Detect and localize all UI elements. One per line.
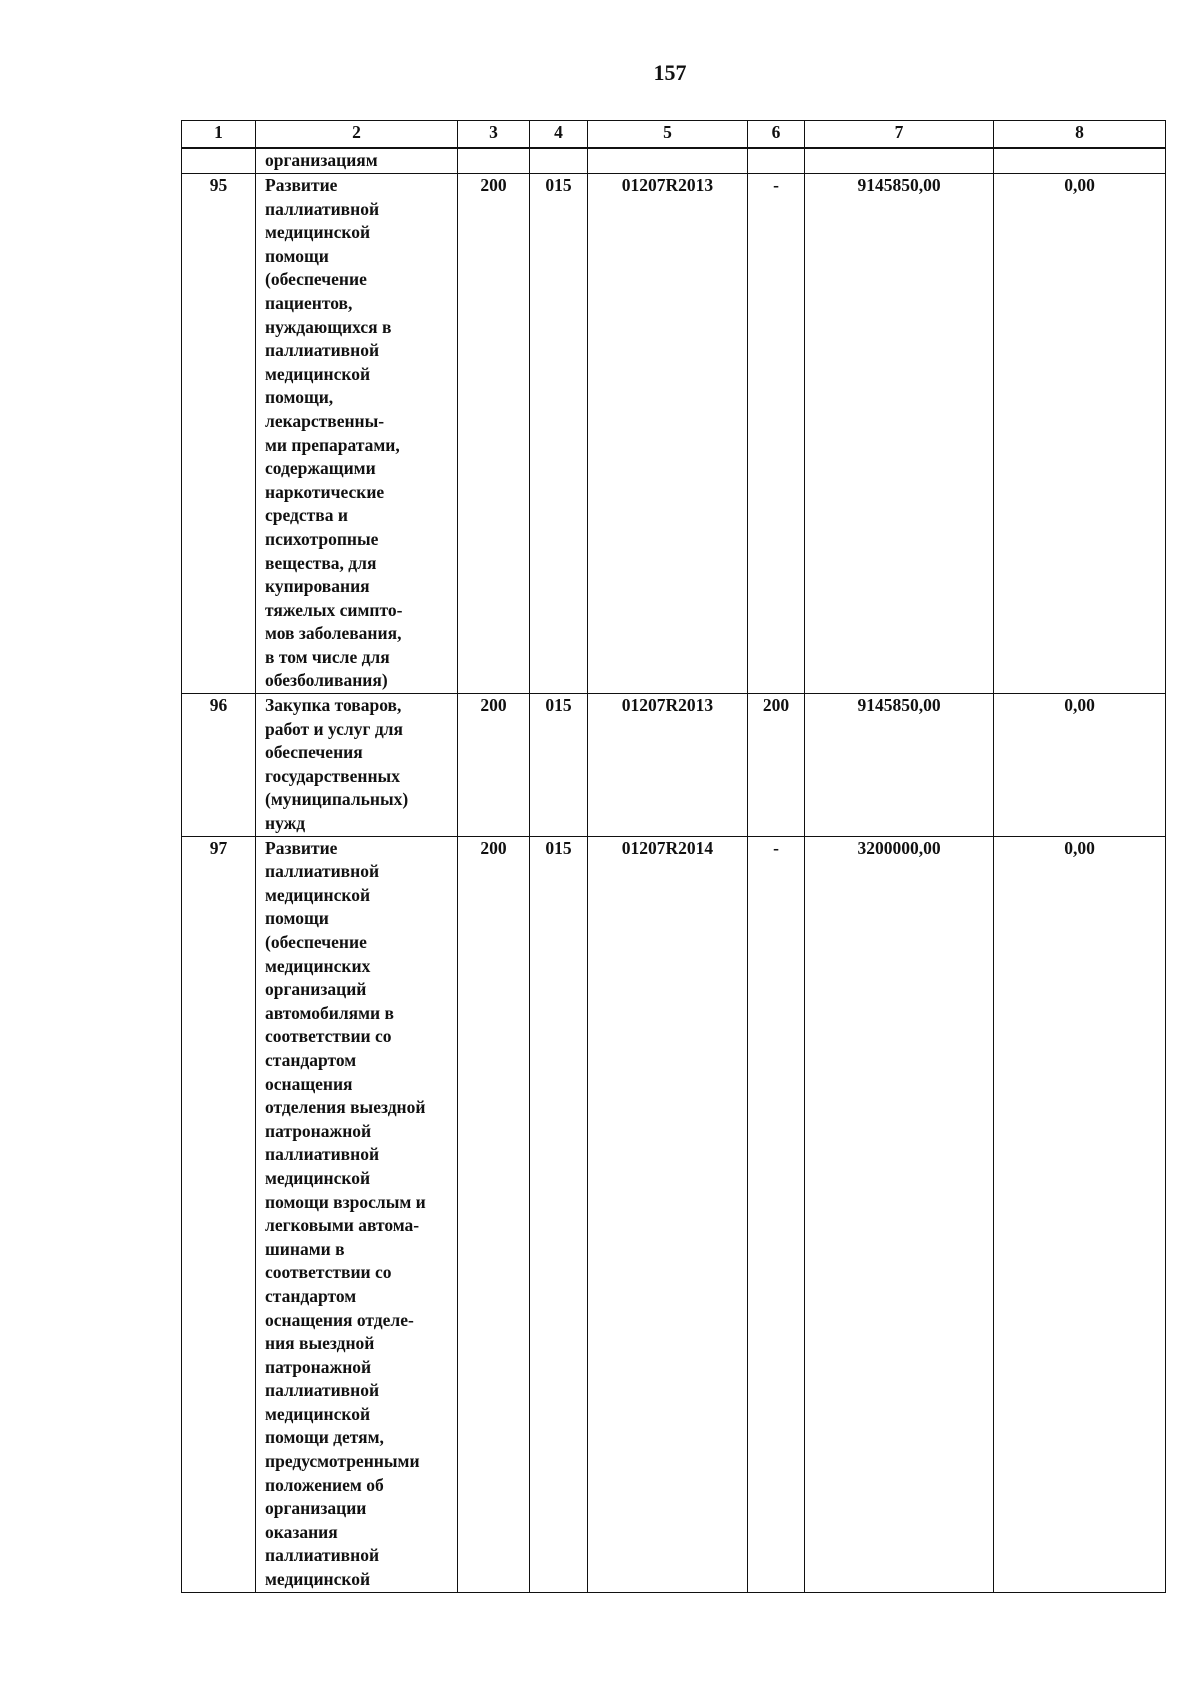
code-c4: 015 xyxy=(530,836,588,1592)
row-name-line: оснащения отделе- xyxy=(265,1309,414,1330)
budget-table xyxy=(181,120,1166,1593)
row-name xyxy=(256,174,458,694)
row-name-line: легковыми автома- xyxy=(265,1215,420,1236)
column-header: 7 xyxy=(805,121,994,149)
amount-c7: 9145850,00 xyxy=(805,174,994,694)
row-name-line: в том числе для xyxy=(265,646,390,667)
cell xyxy=(588,148,748,174)
row-name-line: наркотические xyxy=(265,481,385,502)
cell-name: организациям xyxy=(256,148,458,174)
row-name-line: помощи xyxy=(265,245,329,266)
row-name-line: пациентов, xyxy=(265,292,353,313)
row-name-line: медицинской xyxy=(265,884,371,905)
column-header: 5 xyxy=(588,121,748,149)
row-name-line: психотропные xyxy=(265,528,379,549)
code-c6: - xyxy=(748,836,805,1592)
code-c5: 01207R2013 xyxy=(588,694,748,837)
row-name-line: медицинской xyxy=(265,1167,371,1188)
row-name-line: обеспечения xyxy=(265,742,363,763)
row-name-line: Развитие xyxy=(265,175,338,195)
row-name-line: медицинской xyxy=(265,1569,371,1590)
row-name-line: паллиативной xyxy=(265,340,380,361)
row-name-line: мов заболевания, xyxy=(265,623,402,644)
table-row xyxy=(182,174,1166,694)
amount-c8: 0,00 xyxy=(994,836,1166,1592)
row-name-line: стандартом xyxy=(265,1285,357,1306)
code-c6: 200 xyxy=(748,694,805,837)
code-c6: - xyxy=(748,174,805,694)
row-name-line: (муниципальных) xyxy=(265,789,409,810)
row-name-line: предусмотренными xyxy=(265,1451,420,1472)
column-header: 2 xyxy=(256,121,458,149)
row-name-line: нуждающихся в xyxy=(265,316,392,337)
code-c4: 015 xyxy=(530,174,588,694)
cell xyxy=(805,148,994,174)
row-name-line: ния выездной xyxy=(265,1333,375,1354)
code-c3: 200 xyxy=(458,694,530,837)
amount-c8: 0,00 xyxy=(994,694,1166,837)
amount-c8: 0,00 xyxy=(994,174,1166,694)
row-name-line: отделения выездной xyxy=(265,1097,426,1118)
row-name-line: соответствии со xyxy=(265,1026,392,1047)
row-name-line: Развитие xyxy=(265,837,338,858)
row-name-line: помощи, xyxy=(265,387,334,408)
row-number: 95 xyxy=(182,174,256,694)
row-name-line: паллиативной xyxy=(265,198,380,219)
row-name-line: организаций xyxy=(265,979,367,1000)
row-name-line: тяжелых симпто- xyxy=(265,599,403,620)
code-c4: 015 xyxy=(530,694,588,837)
row-name xyxy=(256,836,458,1592)
cell xyxy=(530,148,588,174)
row-number: 97 xyxy=(182,836,256,1592)
row-name-line: паллиативной xyxy=(265,1380,380,1401)
row-name-line: (обеспечение xyxy=(265,932,367,952)
row-name-line: лекарственны- xyxy=(265,410,385,431)
row-name-line: помощи взрослым и xyxy=(265,1191,426,1212)
table-row xyxy=(182,836,1166,1592)
column-header: 8 xyxy=(994,121,1166,149)
amount-c7: 9145850,00 xyxy=(805,694,994,837)
row-name-line: соответствии со xyxy=(265,1262,392,1283)
row-name-line: положением об xyxy=(265,1474,384,1495)
row-name xyxy=(256,694,458,837)
row-name-line: (обеспечение xyxy=(265,269,367,290)
row-name-line: стандартом xyxy=(265,1049,357,1070)
continuation-row xyxy=(182,148,1166,174)
row-name-line: помощи детям, xyxy=(265,1427,384,1448)
cell xyxy=(994,148,1166,174)
amount-c7: 3200000,00 xyxy=(805,836,994,1592)
row-name-line: патронажной xyxy=(265,1356,372,1377)
row-number: 96 xyxy=(182,694,256,837)
cell xyxy=(748,148,805,174)
row-name-line: автомобилями в xyxy=(265,1002,394,1023)
row-name-line: содержащими xyxy=(265,458,376,479)
row-name-line: патронажной xyxy=(265,1120,372,1141)
row-name-line: помощи xyxy=(265,908,329,929)
column-header: 6 xyxy=(748,121,805,149)
row-name-line: медицинской xyxy=(265,363,371,384)
column-header: 4 xyxy=(530,121,588,149)
row-name-line: оказания xyxy=(265,1521,338,1542)
column-header: 3 xyxy=(458,121,530,149)
row-name-line: медицинских xyxy=(265,955,371,976)
row-name-line: медицинской xyxy=(265,222,371,243)
row-name-line: государственных xyxy=(265,765,400,786)
page-number: 157 xyxy=(653,60,687,85)
cell-number xyxy=(182,148,256,174)
column-header: 1 xyxy=(182,121,256,149)
row-name-line: ми препаратами, xyxy=(265,434,400,455)
table-row xyxy=(182,694,1166,837)
row-name-line: медицинской xyxy=(265,1403,371,1424)
row-name-line: купирования xyxy=(265,576,370,597)
row-name-line: шинами в xyxy=(265,1238,345,1259)
code-c3: 200 xyxy=(458,174,530,694)
row-name-line: нужд xyxy=(265,813,306,834)
row-name-line: оснащения xyxy=(265,1073,353,1094)
row-name-line: Закупка товаров, xyxy=(265,695,402,716)
header-row xyxy=(182,121,1166,149)
code-c3: 200 xyxy=(458,836,530,1592)
row-name-line: работ и услуг для xyxy=(265,718,403,739)
row-name-line: организации xyxy=(265,1498,367,1519)
row-name-line: обезболивания) xyxy=(265,670,388,691)
row-name-line: паллиативной xyxy=(265,1144,380,1165)
code-c5: 01207R2014 xyxy=(588,836,748,1592)
cell xyxy=(458,148,530,174)
row-name-line: паллиативной xyxy=(265,1545,380,1566)
row-name-line: средства и xyxy=(265,505,348,526)
code-c5: 01207R2013 xyxy=(588,174,748,694)
row-name-line: вещества, для xyxy=(265,552,377,573)
row-name-line: паллиативной xyxy=(265,861,380,882)
